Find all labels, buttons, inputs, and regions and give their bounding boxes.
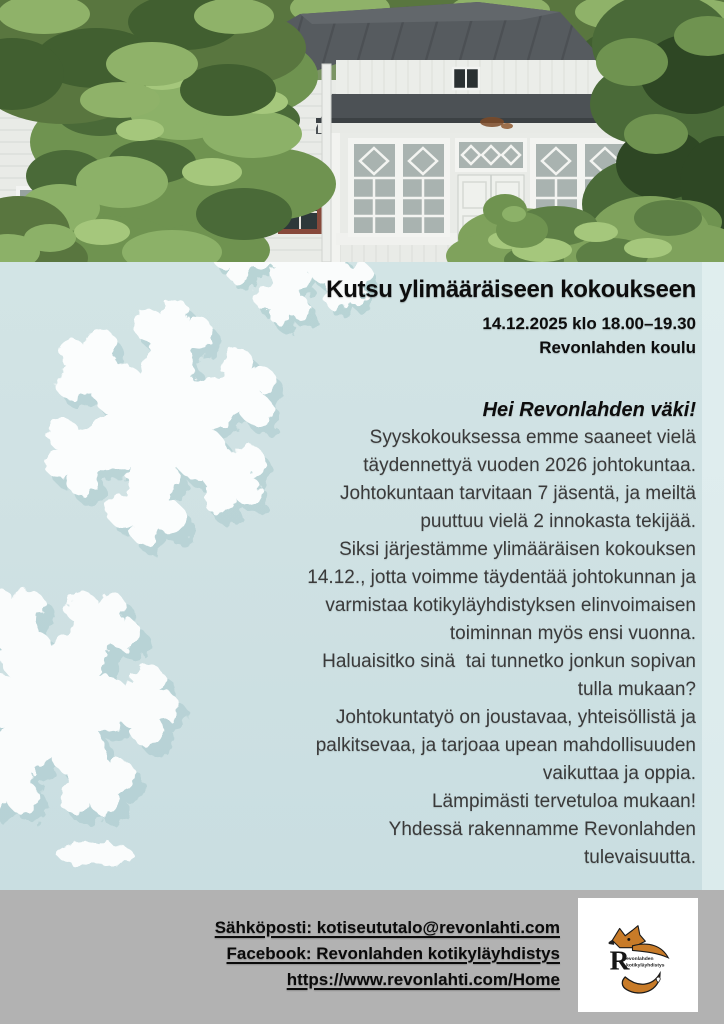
body-line: Johtokuntatyö on joustavaa, yhteisöllistä ja [335, 707, 696, 728]
invitation-body-section [0, 262, 724, 890]
body-line: puuttuu vielä 2 innokasta tekijää. [420, 511, 696, 532]
logo-initial: R [609, 944, 630, 976]
body-line: Lämpimästi tervetuloa mukaan! [431, 791, 696, 812]
invitation-datetime: 14.12.2025 klo 18.00–19.30 [482, 314, 696, 333]
body-line: Syyskokouksessa emme saaneet vielä [369, 427, 696, 448]
body-line: 14.12., jotta voimme täydentää johtokunnan ja [307, 567, 696, 588]
website-link[interactable]: https://www.revonlahti.com/Home [286, 970, 560, 989]
greeting-line: Hei Revonlahden väki! [482, 399, 696, 421]
email-link[interactable]: Sähköposti: kotiseututalo@revonlahti.com [214, 918, 560, 937]
body-paragraphs [176, 424, 696, 872]
body-line: palkitsevaa, ja tarjoaa upean mahdollisuuden [315, 735, 696, 756]
fox-icon [592, 911, 684, 999]
body-line: Haluaisitko sinä tai tunnetko jonkun sopivan [322, 651, 696, 672]
body-line: tulla mukaan? [577, 679, 696, 700]
school-photo [0, 0, 724, 262]
invitation-location: Revonlahden koulu [539, 338, 696, 357]
body-line: toiminnan myös ensi vuonna. [449, 623, 696, 644]
body-line: varmistaa kotikyläyhdistyksen elinvoimaisen [325, 595, 696, 616]
invitation-text [176, 262, 696, 872]
facebook-link[interactable]: Facebook: Revonlahden kotikyläyhdistys [226, 944, 560, 963]
logo-name-line1: evonlahden [626, 957, 654, 963]
body-line: Yhdessä rakennamme Revonlahden [388, 819, 696, 840]
body-line: Siksi järjestämme ylimääräisen kokouksen [339, 539, 696, 560]
association-logo [578, 898, 698, 1012]
body-line: vaikuttaa ja oppia. [542, 763, 696, 784]
body-line: tulevaisuutta. [584, 847, 696, 868]
contact-footer [0, 890, 724, 1024]
contact-links [215, 915, 560, 993]
body-line: Johtokuntaan tarvitaan 7 jäsentä, ja meiltä [340, 483, 696, 504]
house-illustration [0, 0, 724, 262]
invitation-title: Kutsu ylimääräiseen kokoukseen [326, 276, 696, 303]
body-line: täydennettyä vuoden 2026 johtokuntaa. [363, 455, 696, 476]
logo-name-line2: kotikyläyhdistys [626, 963, 665, 969]
